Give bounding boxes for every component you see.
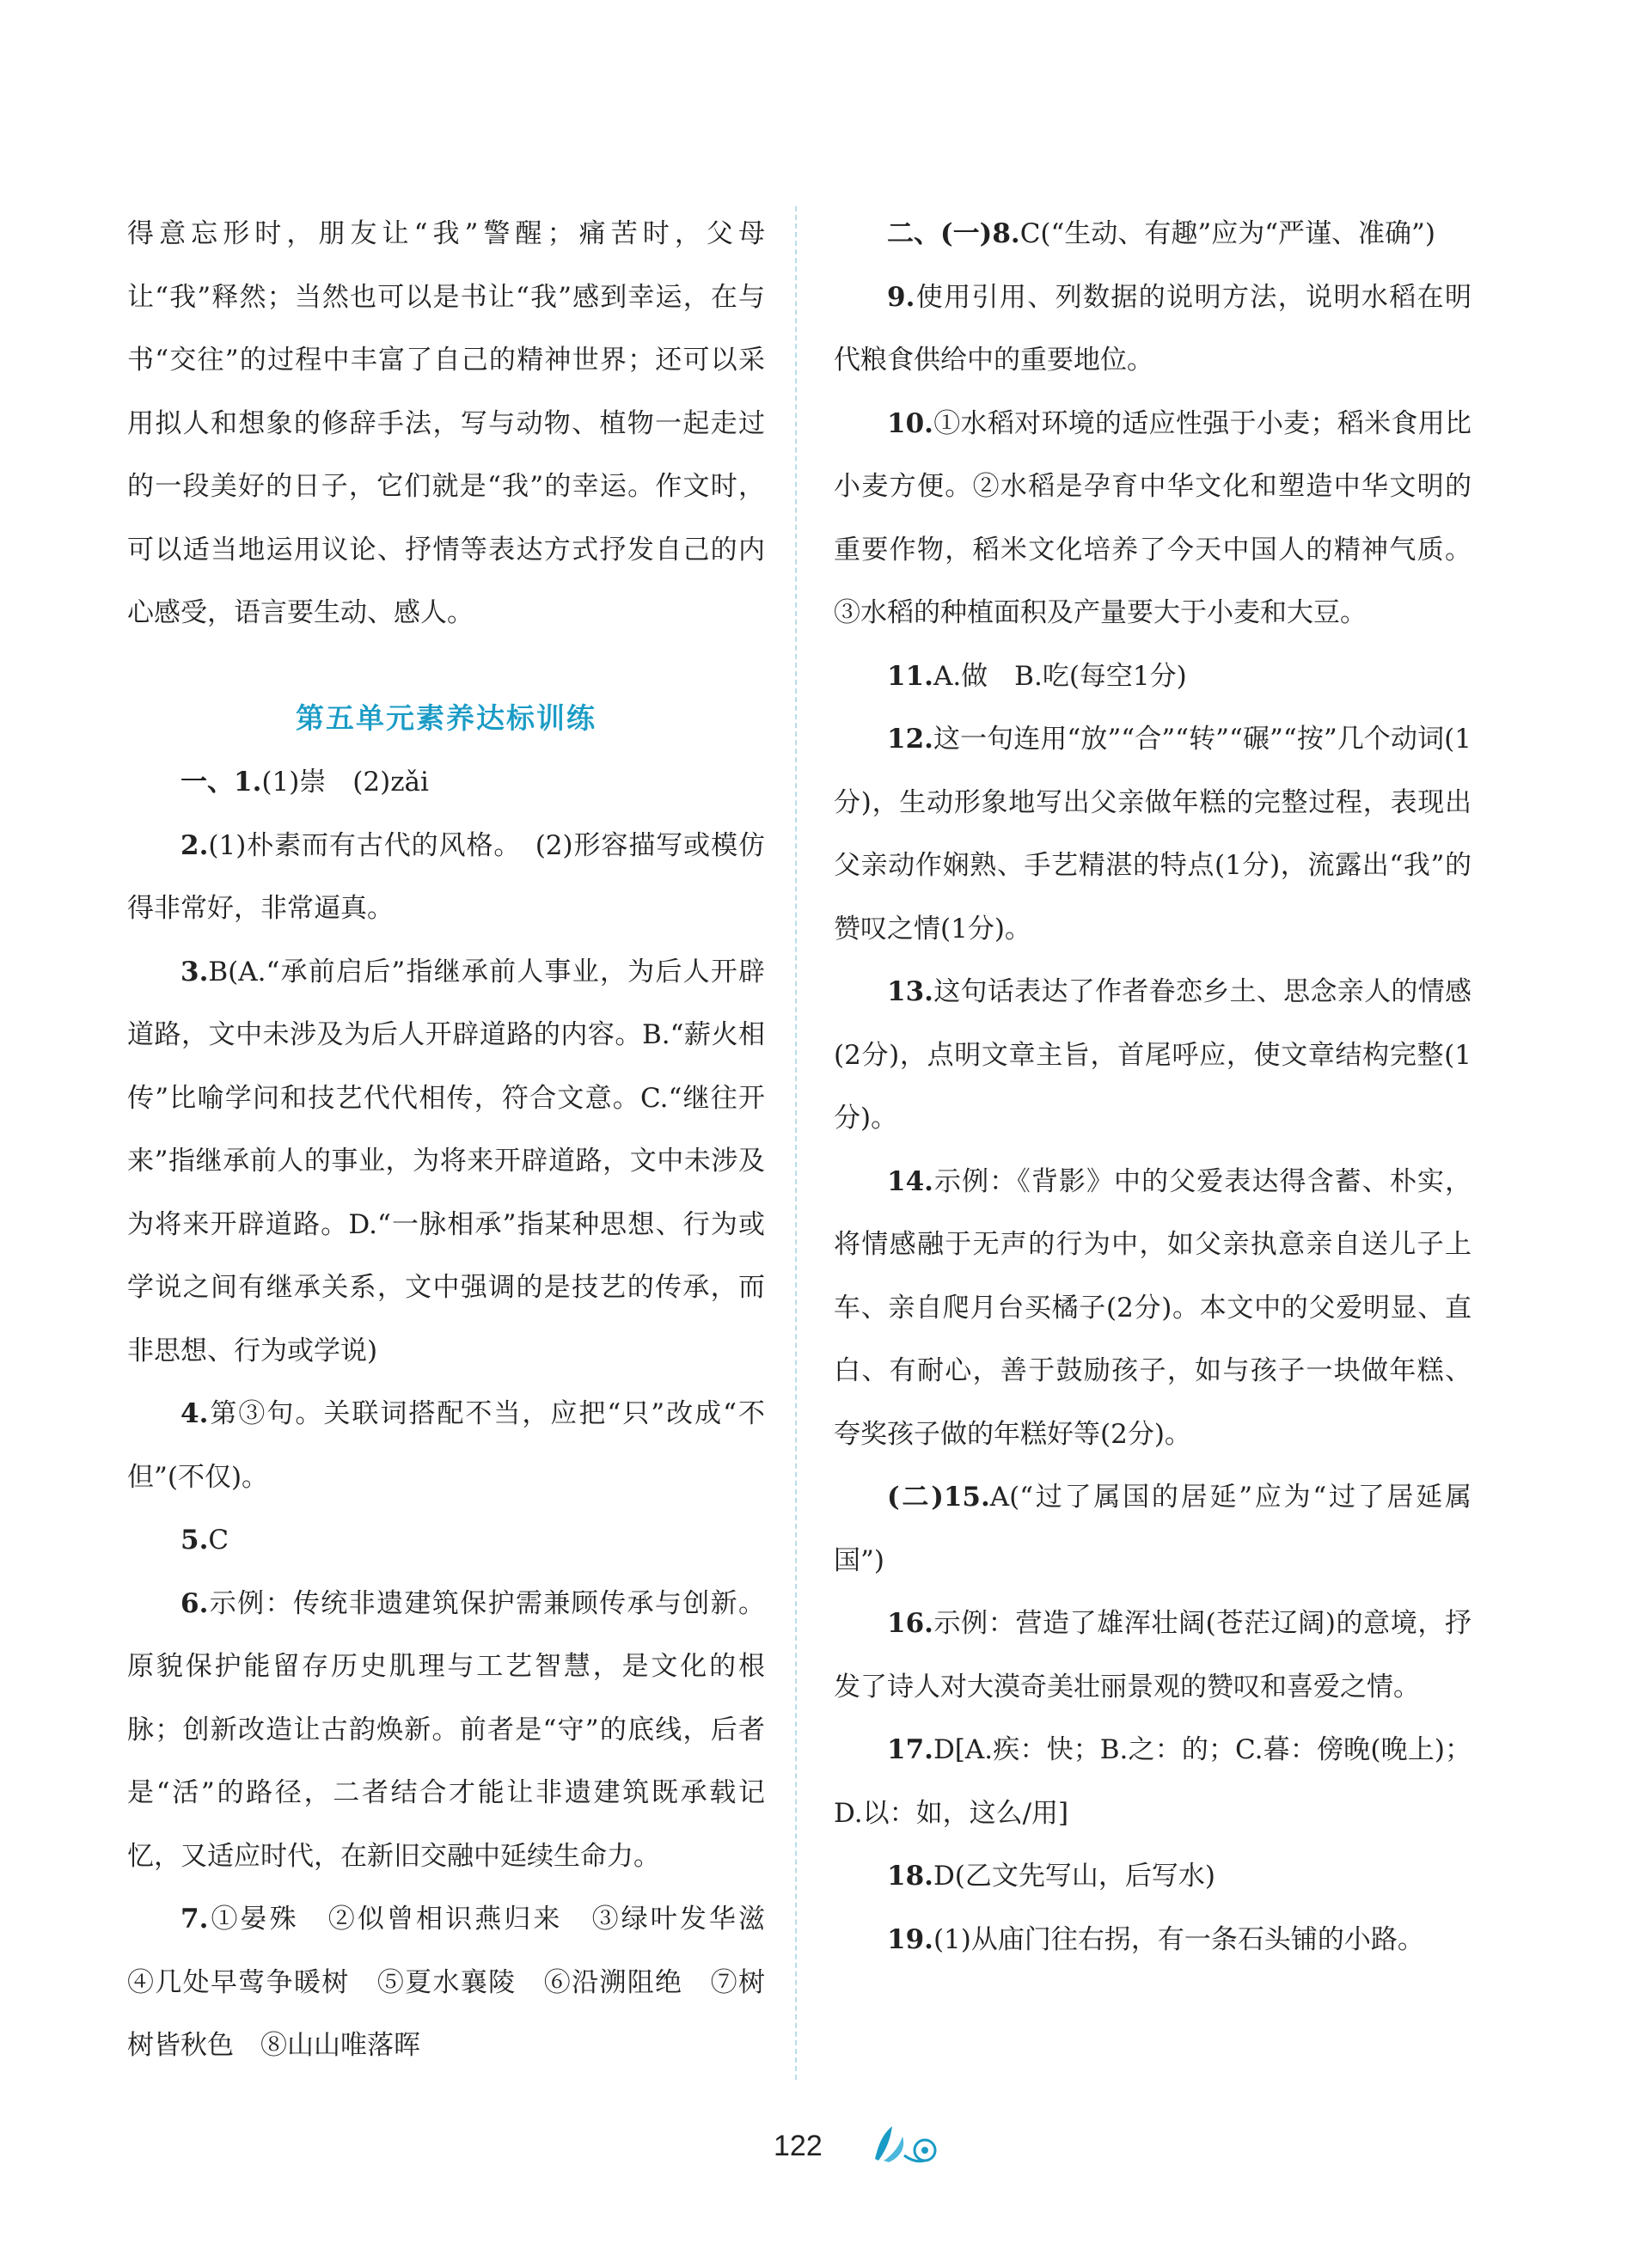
item-number: 11. [887,660,933,692]
answer-item [834,645,1472,709]
item-text: (1)从庙门往右拐，有一条石头铺的小路。 [933,1923,1424,1955]
item-number: 5. [180,1525,209,1556]
item-text: ①水稻对环境的适应性强于小麦；稻米食用比小麦方便。②水稻是孕育中华文化和塑造中华文明的重要作物，稻米文化培养了今天中国人的精神气质。③水稻的种植面积及产量要大于小麦和大豆。 [834,407,1472,628]
answer-item [127,815,765,941]
item-number: 16. [887,1608,933,1639]
item-text: 示例：传统非遗建筑保护需兼顾传承与创新。原貌保护能留存历史肌理与工艺智慧，是文化的根脉；创新改造让古韵焕新。前者是“守”的底线，后者是“活”的路径，二者结合才能让非遗建筑既承载记忆，又适应时代，在新旧交融中延续生命力。 [127,1587,765,1872]
item-number: 13. [887,976,933,1007]
answer-item [834,393,1472,645]
item-text: (1)朴素而有古代的风格。 (2)形容描写或模仿得非常好，非常逼真。 [127,829,765,924]
item-text: C(“生动、有趣”应为“严谨、准确”) [1019,218,1436,249]
answer-item [127,1888,792,2078]
answer-item [834,961,1472,1151]
item-number: 19. [887,1923,933,1955]
item-text: B(A.“承前启后”指继承前人事业，为后人开辟道路，文中未涉及为后人开辟道路的内容。B.“薪火相传”比喻学问和技艺代代相传，符合文意。C.“继往开来”指继承前人的事业，为将来开辟道路，文中未涉及为将来开辟道路。D.“一脉相承”指某种思想、行为或学说之间有继承关系，文中强调的是技艺的传承，而非思想、行为或学说) [127,956,765,1366]
item-number: 3. [180,956,209,987]
intro-paragraph: 得意忘形时，朋友让“我”警醒；痛苦时，父母让“我”释然；当然也可以是书让“我”感到幸运，在与书“交往”的过程中丰富了自己的精神世界；还可以采用拟人和想象的修辞手法，写与动物、植物一起走过的一段美好的日子，它们就是“我”的幸运。作文时，可以适当地运用议论、抒情等表达方式抒发自己的内心感受，语言要生动、感人。 [127,218,765,628]
item-number: 2. [180,829,209,861]
answer-item [834,708,1472,961]
answer-item [834,1151,1472,1467]
answer-item [127,1383,765,1509]
answer-item [834,266,1472,393]
page-number: 122 [774,2130,823,2162]
item-number: 二、(一)8. [887,218,1020,249]
answer-item [127,1573,765,1889]
item-number: (二)15. [887,1482,990,1513]
answer-item [834,1719,1472,1845]
answer-item [127,941,765,1384]
item-number: 10. [887,407,933,439]
item-number: 一、1. [180,767,262,798]
item-number: 18. [887,1861,933,1892]
item-text: 第③句。关联词搭配不当，应把“只”改成“不但”(不仅)。 [127,1398,765,1493]
answer-item [834,203,1472,266]
answer-item [127,751,765,815]
item-text: A(“过了属国的居延”应为“过了居延属国”) [834,1482,1472,1576]
item-text: 示例：《背影》中的父爱表达得含蓄、朴实，将情感融于无声的行为中，如父亲执意亲自送儿子上车、亲自爬月台买橘子(2分)。本文中的父爱明显、直白、有耐心，善于鼓励孩子，如与孩子一块做年糕、夸奖孩子做的年糕好等(2分)。 [834,1165,1472,1450]
item-text: 示例：营造了雄浑壮阔(苍茫辽阔)的意境，抒发了诗人对大漠奇美壮丽景观的赞叹和喜爱之情。 [834,1608,1472,1703]
item-number: 4. [180,1398,209,1429]
item-number: 6. [180,1587,209,1619]
item-text: 这一句连用“放”“合”“转”“碾”“按”几个动词(1分)，生动形象地写出父亲做年糕的完整过程，表现出父亲动作娴熟、手艺精湛的特点(1分)，流露出“我”的赞叹之情(1分)。 [834,724,1472,944]
item-text: D[A.疾：快；B.之：的；C.暮：傍晚(晚上)；D.以：如，这么/用] [834,1734,1472,1829]
item-text: 使用引用、列数据的说明方法，说明水稻在明代粮食供给中的重要地位。 [834,281,1472,376]
column-divider [795,206,797,2080]
right-column [834,203,1472,1972]
answer-item [127,1509,765,1573]
left-column [127,203,792,2078]
item-number: 17. [887,1734,933,1765]
item-number: 7. [180,1904,209,1935]
answer-item [834,1592,1472,1719]
item-text: ①晏殊 ②似曾相识燕归来 ③绿叶发华滋 ④几处早莺争暖树 ⑤夏水襄陵 ⑥沿溯阻绝 ⑦树树皆秋色 ⑧山山唯落晖 [127,1904,792,2061]
item-number: 14. [887,1165,933,1197]
item-text: 这句话表达了作者眷恋乡土、思念亲人的情感(2分)，点明文章主旨，首尾呼应，使文章结构完整(1分)。 [834,976,1472,1134]
item-number: 12. [887,724,933,755]
section-title: 第五单元素养达标训练 [296,700,597,735]
item-text: C [208,1525,229,1556]
leaf-swirl-icon [870,2121,947,2169]
item-text: D(乙文先写山，后写水) [933,1861,1215,1892]
answer-item [834,1845,1472,1909]
item-text: (1)崇 (2)zǎi [261,767,429,798]
item-text: A.做 B.吃(每空1分) [933,660,1187,692]
item-number: 9. [887,281,915,313]
answer-item [834,1909,1472,1972]
answer-item [834,1466,1472,1592]
